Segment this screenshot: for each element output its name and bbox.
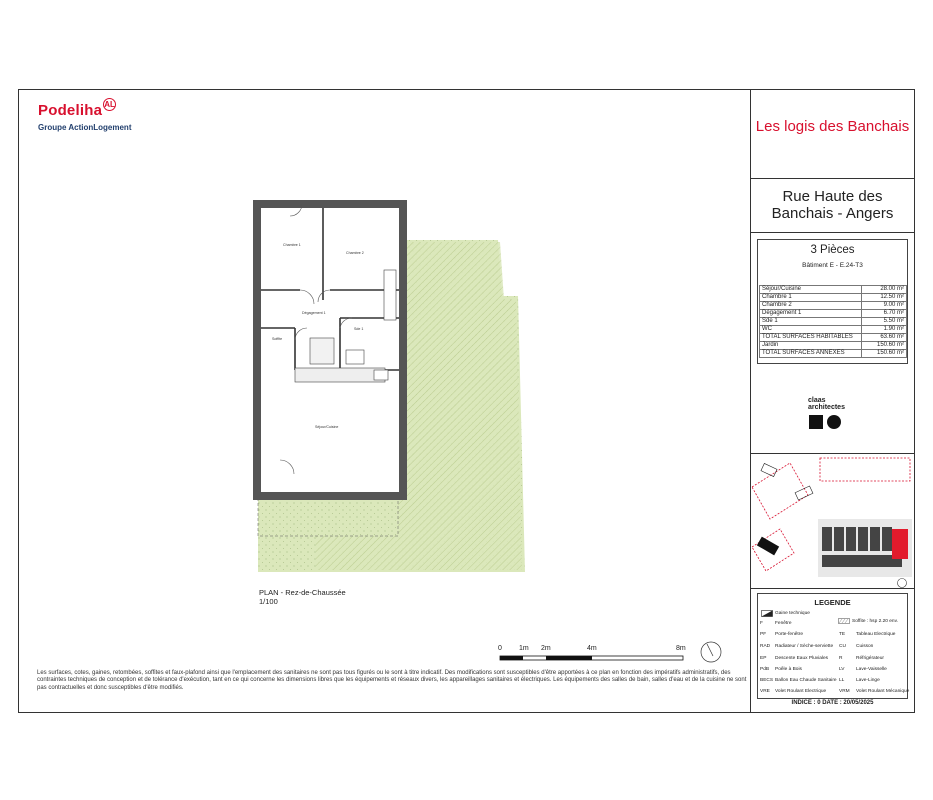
legend-code: TE bbox=[839, 632, 846, 637]
gaine-technique-icon bbox=[761, 610, 773, 617]
room-label-chambre1: Chambre 1 bbox=[283, 243, 301, 247]
north-compass-icon bbox=[699, 640, 723, 664]
architect-name bbox=[808, 397, 845, 411]
shower bbox=[310, 338, 334, 364]
legend-code: PdB bbox=[760, 667, 770, 672]
legend-code: VRE bbox=[760, 689, 770, 694]
disclaimer-text: Les surfaces, cotes, gaines, retombées, soffites et faux-plafond ainsi que l'emplacement des sanitaires ne sont pas tous figurés ou le sont à titre indicatif. Des modifications sont susceptibles d'être apportées à ce plan en fonction des impératifs administratifs, des contraintes techniques de conception et de tolérance d'exécution, tant en ce qui concerne les dimensions libres que les équipements et réseaux divers, les appareillages sanitaires et électriques. Les équipements des salles de bain, salles d'eau et de la cuisine ne sont pas contractuelles et donc susceptibles d'être modifiés. bbox=[37, 670, 747, 691]
soffite-hatch-icon bbox=[838, 618, 850, 624]
logo-name: Podeliha bbox=[38, 102, 103, 119]
scale-label: 4m bbox=[587, 645, 597, 652]
legend-code: F bbox=[760, 621, 763, 626]
legend-text: Réfrigérateur bbox=[856, 656, 884, 661]
legend-code: BECS bbox=[760, 678, 774, 683]
room-label-sejour: Séjour/Cuisine bbox=[315, 425, 339, 429]
table-row bbox=[760, 334, 907, 342]
legend-text: Soffite : hsp 2.20 env. bbox=[852, 619, 898, 624]
legend-text: Porte-fenêtre bbox=[775, 632, 803, 637]
surface-value: 63.60 m² bbox=[862, 334, 907, 342]
architect-line2: architectes bbox=[808, 404, 845, 411]
legend-text: Ballon Eau Chaude Sanitaire bbox=[775, 678, 837, 683]
legend-code: R bbox=[839, 656, 843, 661]
architect-line1: claas bbox=[808, 397, 826, 404]
legend-code: VRM bbox=[839, 689, 850, 694]
surface-label: TOTAL SURFACES ANNEXES bbox=[760, 350, 862, 358]
divider bbox=[750, 588, 915, 589]
unit-building: Bâtiment E - E.24-T3 bbox=[802, 262, 863, 269]
washbasin bbox=[346, 350, 364, 364]
surface-label: Jardin bbox=[760, 342, 862, 350]
room-label-sde: Sde 1 bbox=[354, 327, 364, 331]
legend-title: LEGENDE bbox=[814, 598, 851, 607]
storage bbox=[384, 270, 396, 320]
legend-text: Radiateur / Sèche-serviette bbox=[775, 644, 834, 649]
surface-value: 5.50 m² bbox=[862, 318, 907, 326]
legend-text: Gaine technique bbox=[775, 611, 810, 616]
legend-text: Lave-Vaisselle bbox=[856, 667, 887, 672]
legend-text: Volet Roulant Mécanique bbox=[856, 689, 910, 694]
unit-rooms: 3 Pièces bbox=[810, 244, 855, 256]
legend-text: Volet Roulant Electrique bbox=[775, 689, 827, 694]
surface-value: 6.70 m² bbox=[862, 310, 907, 318]
legend-code: CU bbox=[839, 644, 846, 649]
legend-text: Lave-Linge bbox=[856, 678, 880, 683]
table-row bbox=[760, 326, 907, 334]
surface-label: TOTAL SURFACES HABITABLES bbox=[760, 334, 862, 342]
table-row bbox=[760, 342, 907, 350]
scale-label: 1m bbox=[519, 645, 529, 652]
table-row bbox=[760, 310, 907, 318]
project-title: Les logis des Banchais bbox=[755, 118, 910, 135]
surface-value: 28.00 m² bbox=[862, 286, 907, 294]
surface-table bbox=[759, 285, 907, 358]
table-row bbox=[760, 286, 907, 294]
kitchen-counter bbox=[295, 368, 385, 382]
table-row bbox=[760, 318, 907, 326]
surface-label: Séjour/Cuisine bbox=[760, 286, 862, 294]
plan-title: PLAN - Rez-de-Chaussée bbox=[259, 588, 346, 597]
surface-value: 1.90 m² bbox=[862, 326, 907, 334]
legend-text: Fenêtre bbox=[775, 621, 792, 626]
architect-logo-icon bbox=[809, 415, 843, 429]
legend-code: PF bbox=[760, 632, 767, 637]
room-label-soffite: Soffite bbox=[272, 337, 283, 341]
situation-map bbox=[750, 453, 915, 591]
surface-label: WC bbox=[760, 326, 862, 334]
legend-code: LL bbox=[839, 678, 845, 683]
scale-label: 2m bbox=[541, 645, 551, 652]
room-label-degagement: Dégagement 1 bbox=[302, 311, 326, 315]
room-label-chambre2: Chambre 2 bbox=[346, 251, 364, 255]
sink bbox=[374, 370, 388, 380]
divider bbox=[750, 178, 915, 179]
divider bbox=[750, 232, 915, 233]
legend-code: LV bbox=[839, 667, 845, 672]
legend-text: Descente Eaux Pluviales bbox=[775, 656, 829, 661]
floor-plan bbox=[250, 200, 530, 580]
legend-text: Poêle à Bois bbox=[775, 667, 802, 672]
scale-label: 8m bbox=[676, 645, 686, 652]
logo-badge-icon: AL bbox=[104, 100, 115, 109]
legend-text: Cuisson bbox=[856, 644, 874, 649]
project-address: Rue Haute des Banchais - Angers bbox=[771, 188, 894, 222]
legend-text: Tableau Electrique bbox=[856, 632, 896, 637]
scale-label: 0 bbox=[498, 645, 502, 652]
surface-label: Chambre 2 bbox=[760, 302, 862, 310]
podeliha-logo bbox=[38, 102, 131, 132]
surface-value: 150.60 m² bbox=[862, 350, 907, 358]
logo-subtitle: Groupe ActionLogement bbox=[38, 123, 132, 132]
table-row bbox=[760, 294, 907, 302]
surface-label: Dégagement 1 bbox=[760, 310, 862, 318]
legend-code: RAD bbox=[760, 644, 771, 649]
terrace bbox=[258, 496, 398, 536]
plan-scale: 1/100 bbox=[259, 597, 278, 606]
indice-date: INDICE : 0 DATE : 20/05/2025 bbox=[791, 700, 874, 706]
surface-value: 150.60 m² bbox=[862, 342, 907, 350]
table-row bbox=[760, 350, 907, 358]
surface-value: 9.00 m² bbox=[862, 302, 907, 310]
surface-label: Chambre 1 bbox=[760, 294, 862, 302]
plan-title-block bbox=[259, 588, 346, 606]
surface-label: Sde 1 bbox=[760, 318, 862, 326]
legend-code: EP bbox=[760, 656, 767, 661]
table-row bbox=[760, 302, 907, 310]
surface-value: 12.50 m² bbox=[862, 294, 907, 302]
